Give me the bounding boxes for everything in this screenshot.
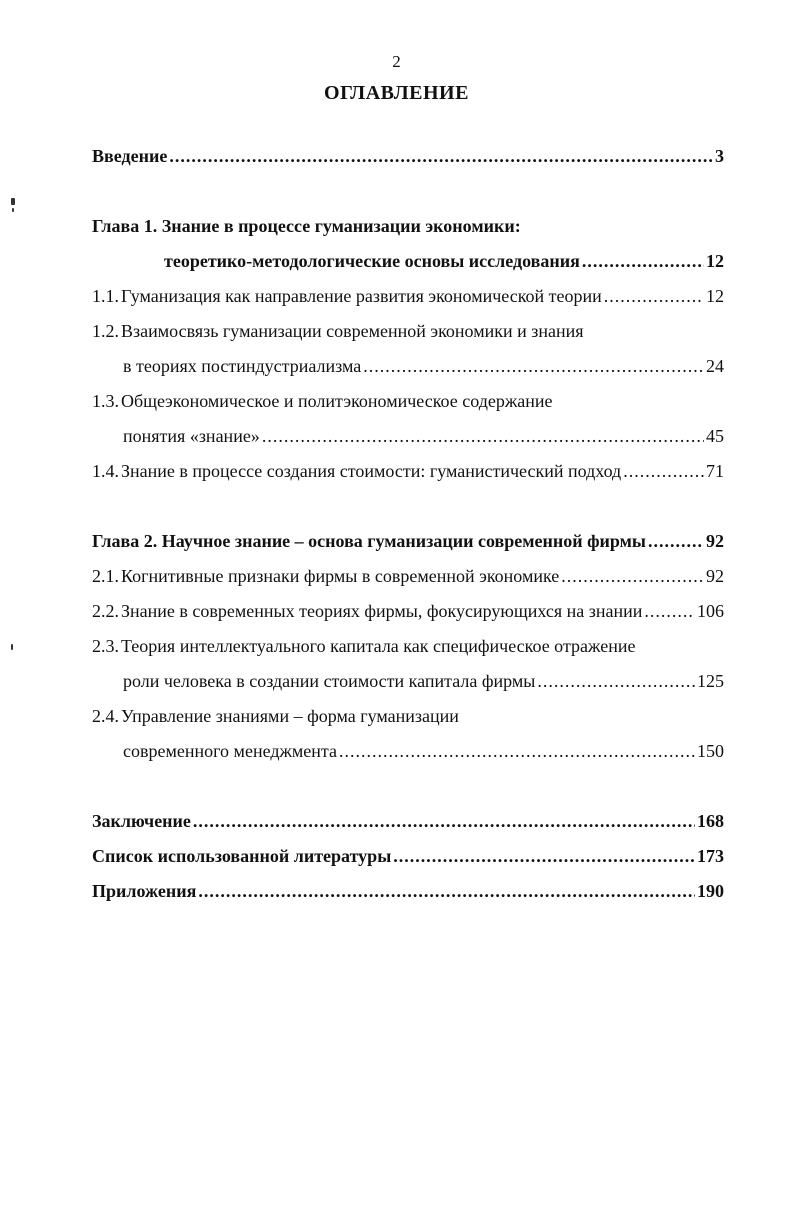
toc-entry-label: Теория интеллектуального капитала как специфическое отражение xyxy=(121,636,636,656)
toc-entry-label: Знание в процессе создания стоимости: гуманистический подход xyxy=(121,461,622,481)
toc-entry-page: 106 xyxy=(697,601,724,621)
toc-section-2-3[interactable] xyxy=(92,636,724,662)
dot-leader xyxy=(623,461,704,482)
toc-section-1-2-cont[interactable] xyxy=(123,356,724,382)
toc-entry-page: 125 xyxy=(697,671,724,691)
section-number: 1.4. xyxy=(92,461,119,481)
toc-entry-page: 168 xyxy=(697,811,724,831)
toc-entry-label: Заключение xyxy=(92,811,191,831)
section-number: 1.1. xyxy=(92,286,119,306)
section-number: 2.3. xyxy=(92,636,119,656)
dot-leader xyxy=(363,356,704,377)
toc-section-2-2[interactable] xyxy=(92,601,724,627)
toc-section-2-3-cont[interactable] xyxy=(123,671,724,697)
toc-section-1-3[interactable] xyxy=(92,391,724,417)
toc-chapter-1-heading-cont[interactable] xyxy=(164,251,724,277)
dot-leader xyxy=(604,286,704,307)
toc-entry-page: 92 xyxy=(706,531,724,551)
toc-chapter-1-heading[interactable] xyxy=(92,216,724,242)
toc-entry-label: Общеэкономическое и политэкономическое содержание xyxy=(121,391,553,411)
toc-entry-page: 190 xyxy=(697,881,724,901)
scan-artifact xyxy=(11,198,15,205)
toc-entry-page: 71 xyxy=(706,461,724,481)
section-number: 2.4. xyxy=(92,706,119,726)
toc-entry-label: Взаимосвязь гуманизации современной экономики и знания xyxy=(121,321,584,341)
toc-entry-conclusion[interactable] xyxy=(92,811,724,837)
toc-entry-page: 173 xyxy=(697,846,724,866)
toc-entry-page: 92 xyxy=(706,566,724,586)
toc-entry-page: 150 xyxy=(697,741,724,761)
dot-leader xyxy=(537,671,695,692)
toc-entry-label: Список использованной литературы xyxy=(92,846,392,866)
toc-chapter-2-heading[interactable] xyxy=(92,531,724,557)
section-number: 1.2. xyxy=(92,321,119,341)
toc-entry-label: Управление знаниями – форма гуманизации xyxy=(121,706,459,726)
toc-entry-label: Приложения xyxy=(92,881,197,901)
toc-section-1-3-cont[interactable] xyxy=(123,426,724,452)
section-number: 1.3. xyxy=(92,391,119,411)
toc-section-2-4-cont[interactable] xyxy=(123,741,724,767)
toc-entry-intro[interactable] xyxy=(92,146,724,172)
toc-entry-page: 12 xyxy=(706,286,724,306)
section-number: 2.2. xyxy=(92,601,119,621)
toc-entry-label-cont: роли человека в создании стоимости капитала фирмы xyxy=(123,671,536,691)
dot-leader xyxy=(393,846,695,867)
page-title: ОГЛАВЛЕНИЕ xyxy=(324,82,469,104)
toc-chapter-label: Глава 2. Научное знание – основа гуманизации современной фирмы xyxy=(92,531,646,551)
toc-entry-page: 3 xyxy=(715,146,724,166)
toc-section-2-1[interactable] xyxy=(92,566,724,592)
section-number: 2.1. xyxy=(92,566,119,586)
toc-chapter-label: Глава 1. Знание в процессе гуманизации экономики: xyxy=(92,216,521,236)
toc-entry-page: 24 xyxy=(706,356,724,376)
dot-leader xyxy=(198,881,695,902)
toc-entry-label-cont: в теориях постиндустриализма xyxy=(123,356,362,376)
toc-chapter-label-cont: теоретико-методологические основы исследования xyxy=(164,251,580,271)
toc-entry-label: Знание в современных теориях фирмы, фокусирующихся на знании xyxy=(121,601,643,621)
dot-leader xyxy=(339,741,695,762)
toc-section-1-2[interactable] xyxy=(92,321,724,347)
dot-leader xyxy=(193,811,695,832)
dot-leader xyxy=(644,601,695,622)
toc-entry-label: Гуманизация как направление развития экономической теории xyxy=(121,286,602,306)
toc-entry-references[interactable] xyxy=(92,846,724,872)
dot-leader xyxy=(561,566,704,587)
dot-leader xyxy=(169,146,713,167)
toc-entry-page: 45 xyxy=(706,426,724,446)
toc-entry-label: Когнитивные признаки фирмы в современной экономике xyxy=(121,566,560,586)
toc-section-2-4[interactable] xyxy=(92,706,724,732)
page-number: 2 xyxy=(392,52,401,71)
toc-entry-label-cont: понятия «знание» xyxy=(123,426,260,446)
toc-entry-label-cont: современного менеджмента xyxy=(123,741,338,761)
toc-section-1-1[interactable] xyxy=(92,286,724,312)
dot-leader xyxy=(582,251,704,272)
toc-entry-page: 12 xyxy=(706,251,724,271)
toc-entry-label: Введение xyxy=(92,146,168,166)
scan-artifact xyxy=(12,208,14,212)
toc-section-1-4[interactable] xyxy=(92,461,724,487)
dot-leader xyxy=(262,426,704,447)
scan-artifact xyxy=(11,644,13,650)
dot-leader xyxy=(648,531,704,552)
toc-entry-appendix[interactable] xyxy=(92,881,724,907)
